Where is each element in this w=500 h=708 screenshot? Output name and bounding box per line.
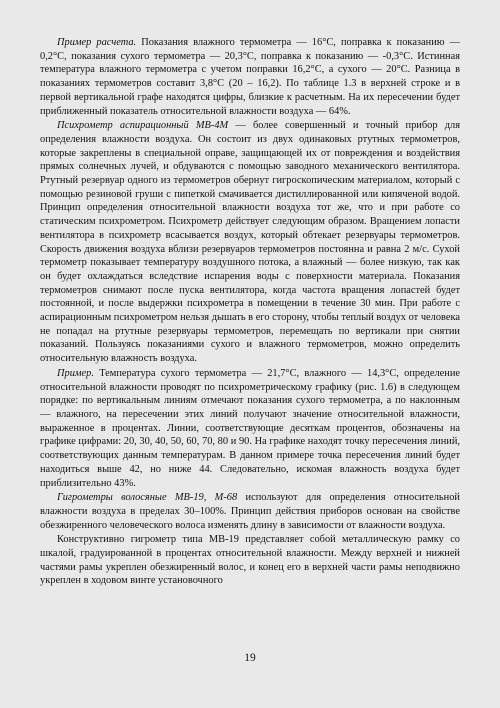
paragraph-calculation-example bbox=[40, 36, 460, 118]
paragraph-lead: Пример. bbox=[57, 367, 94, 379]
paragraph-lead: Пример расчета. bbox=[57, 37, 137, 48]
paragraph-example bbox=[40, 367, 460, 490]
paragraph-text: используют для определения относительной влажности воздуха в пределах 30–100%. Принцип действия приборов основан на свойстве обезжиренного человеческого волоса изменять длину в зависимости от влажности воздуха. bbox=[40, 492, 460, 531]
paragraph-text: Конструктивно гигрометр типа МВ-19 представляет собой металлическую рамку со шкалой, градуированной в процентах относительной влажности. Между верхней и нижней частями рамы укреплен обезжиренный волос, и конец его в верхней части рамы неподвижно укреплен в ходовом винте установочного bbox=[40, 534, 460, 587]
paragraph-text: — более совершенный и точный прибор для определения влажности воздуха. Он состоит из двух одинаковых ртутных термометров, которые закреплены в специальной оправе, защищающей их от повреждения и воздействия прямых солнечных лучей, и обдуваются с помощью заводного механического вентилятора. Ртутный резервуар одного из термометров обернут гигроскопическим материалом, который с помощью резиновой груши с пипеткой смачивается дистиллированной или кипяченой водой. Принцип определения относительной влажности воздуха тот же, что и при работе со статическим психрометром. Психрометр действует следующим образом. Вращением лопасти вентилятора в психрометр всасывается воздух, который обтекает резервуары термометров. Скорость движения воздуха вблизи резервуаров термометров постоянна и равна 2 м/с. Сухой термометр показывает температуру воздушного потока, а влажный — более низкую, так как он будет охлаждаться вследствие испарения воды с поверхности материала. Показания термометров снимают после пуска вентилятора, когда частота вращения лопастей будет постоянной, и после выдержки психрометра в помещении в течение 30 мин. При работе с аспирационным психрометром нельзя дышать в его сторону, чтобы теплый воздух от человека не попадал на ртутные резервуары термометров, перемещать по вертикали при снятии показаний. Пользуясь показаниями сухого и влажного термометров, можно определить относительную влажность воздуха. bbox=[40, 120, 461, 365]
paragraph-text: Температура сухого термометра — 21,7°С, влажного — 14,3°С, определение относительной влажности проводят по психрометрическому графику (рис. 1.6) в следующем порядке: по вертикальным линиям отмечают показания сухого термометра, а по наклонным — влажного, на пересечении этих линий получают значение относительной влажности, выраженное в процентах. Линии, соответствующие десяткам процентов, обозначены на графике цифрами: 20, 30, 40, 50, 60, 70, 80 и 90. На графике находят точку пересечения линий, соответствующих данным температурам. В данном примере точка пересечения линий будет находиться выше 42, но ниже 44. Следовательно, искомая влажность воздуха будет приблизительно 43%. bbox=[40, 367, 460, 489]
paragraph-lead: Психрометр аспирационный МВ-4М bbox=[57, 120, 229, 132]
body-text bbox=[40, 36, 460, 588]
paragraph-hair-hygrometers bbox=[40, 491, 460, 532]
paragraph-aspiration-psychrometer bbox=[40, 119, 460, 366]
paragraph-lead: Гигрометры волосяные МВ-19, М-68 bbox=[57, 492, 238, 504]
paragraph-text: Показания влажного термометра — 16°С, поправка к показанию — 0,2°С, показания сухого термометра — 20,3°С, поправка к показанию — -0,3°С. Истинная температура влажного термометра с учетом поправки 16,2°С, а сухого — 20°С. Разница в показаниях термометров составит 3,8°С (20 – 16,2). По таблице 1.3 в верхней строке и в первой вертикальной графе находятся цифры, близкие к расчетным. Ha их пересечении будет приближенный показатель относительной влажности воздуха — 64%. bbox=[40, 37, 460, 117]
page-number: 19 bbox=[244, 652, 256, 664]
paragraph-construction bbox=[40, 533, 460, 588]
